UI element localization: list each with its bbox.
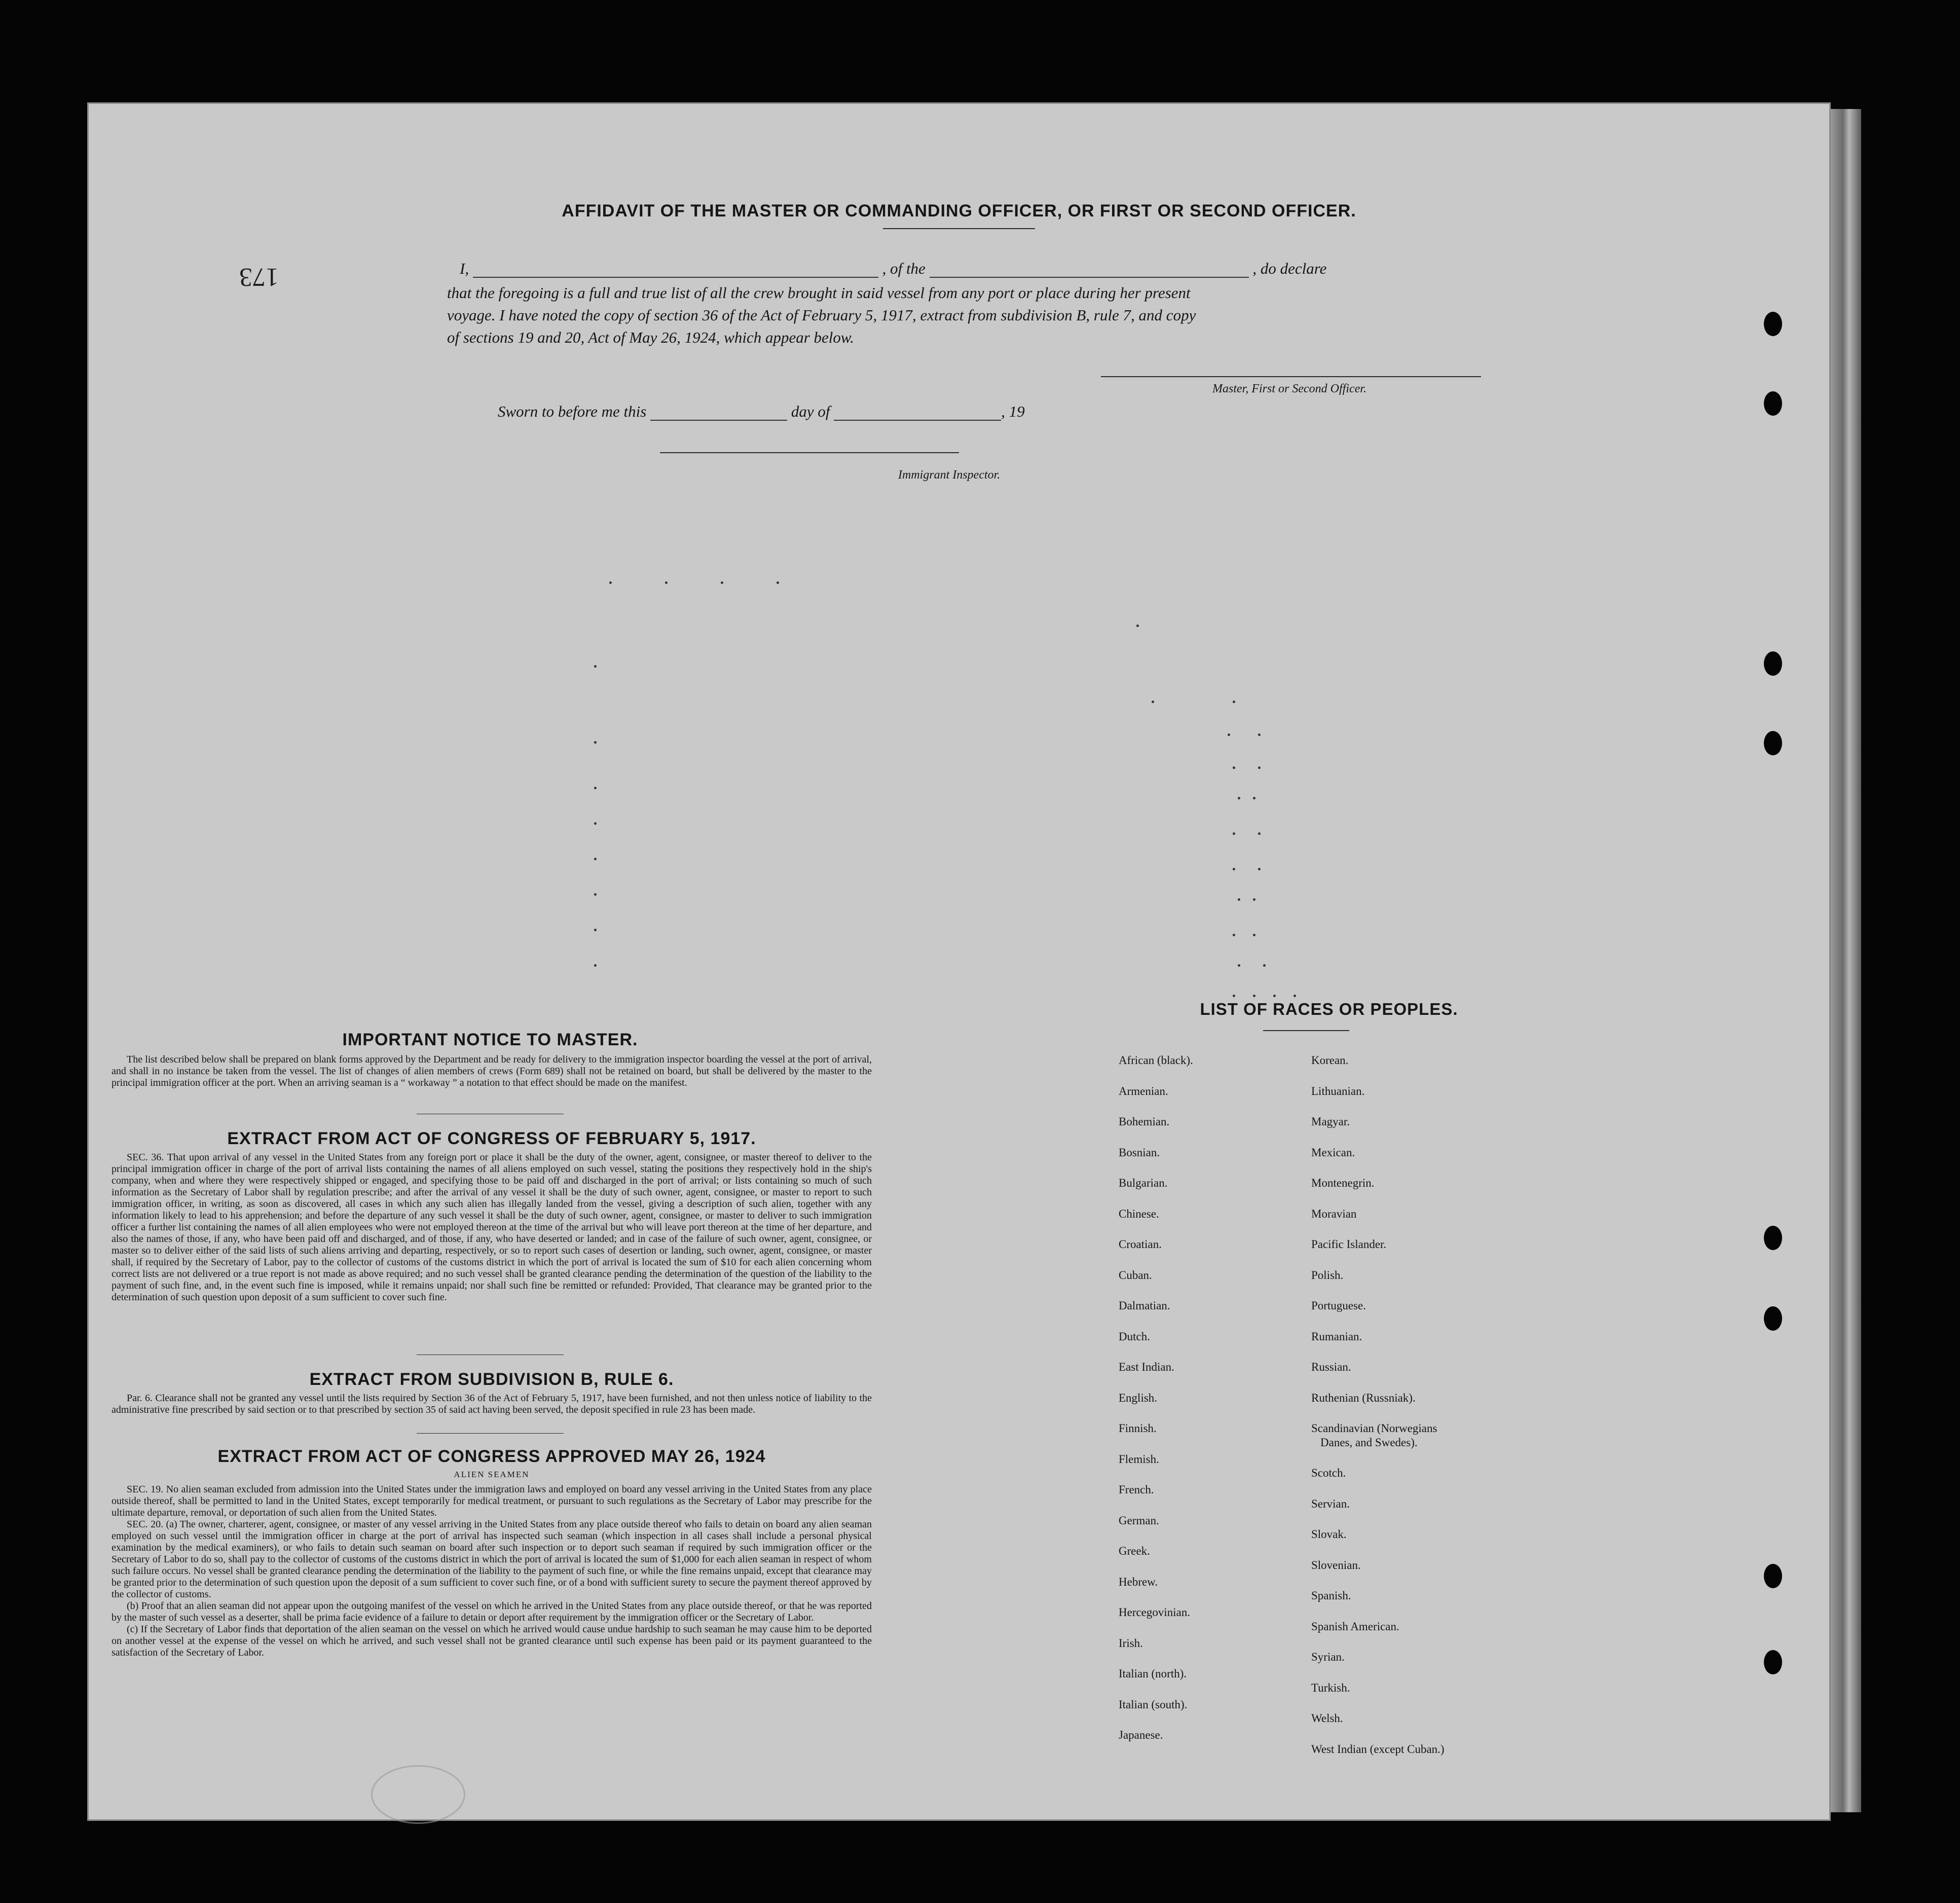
bleed-dot [776, 581, 779, 584]
bleed-dot [1233, 701, 1235, 703]
race-item: Rumanian. [1311, 1330, 1362, 1343]
affidavit-title: AFFIDAVIT OF THE MASTER OR COMMANDING OFFICER, OR FIRST OR SECOND OFFICER. [562, 201, 1356, 221]
race-item: Japanese. [1119, 1729, 1163, 1741]
extract-1924-body [112, 1484, 872, 1659]
bleed-dot [721, 581, 723, 584]
sworn-month-blank[interactable] [834, 420, 1001, 421]
binder-hole [1764, 1306, 1782, 1331]
bleed-dot [1258, 734, 1261, 736]
extract-rule6-title: EXTRACT FROM SUBDIVISION B, RULE 6. [309, 1370, 674, 1389]
race-item: Armenian. [1119, 1084, 1168, 1097]
bleed-dot [1136, 625, 1139, 627]
extract-1917-title: EXTRACT FROM ACT OF CONGRESS OF FEBRUARY 5, 1917. [227, 1129, 756, 1148]
bleed-dot [1238, 797, 1240, 799]
race-item: Bosnian. [1119, 1146, 1160, 1159]
bleed-dot [1258, 868, 1261, 870]
sworn-prefix: Sworn to before me this [498, 402, 647, 420]
race-item: Dalmatian. [1119, 1299, 1170, 1312]
bleed-dot [1253, 898, 1255, 901]
bleed-dot [594, 858, 597, 860]
bleed-dot [1233, 832, 1235, 835]
sworn-line [498, 402, 1025, 421]
bleed-dot [1293, 995, 1296, 997]
race-item: Dutch. [1119, 1330, 1150, 1343]
races-title: LIST OF RACES OR PEOPLES. [1200, 1000, 1458, 1018]
race-item: Magyar. [1311, 1115, 1350, 1128]
race-item: Danes, and Swedes). [1320, 1436, 1418, 1449]
race-item: Pacific Islander. [1311, 1238, 1387, 1251]
bleed-dot [1258, 766, 1261, 769]
race-item: Croatian. [1119, 1238, 1162, 1251]
race-item: Moravian [1311, 1207, 1357, 1220]
binder-hole [1764, 731, 1782, 755]
race-item: Welsh. [1311, 1712, 1343, 1725]
extract-rule6-rule [417, 1433, 564, 1434]
bleed-dot [594, 787, 597, 789]
page-number: 173 [239, 263, 279, 291]
race-item: English. [1119, 1391, 1158, 1404]
race-item: Bohemian. [1119, 1115, 1170, 1128]
race-item: Lithuanian. [1311, 1084, 1365, 1097]
binder-hole [1764, 312, 1782, 336]
binder-hole [1764, 1564, 1782, 1588]
bleed-dot [1228, 734, 1230, 736]
race-item: Hebrew. [1119, 1575, 1158, 1588]
race-item: Italian (north). [1119, 1667, 1187, 1680]
race-item: Slovak. [1311, 1528, 1347, 1541]
race-item: Spanish. [1311, 1589, 1351, 1602]
sworn-year-label: , 19 [1001, 402, 1025, 420]
binder-hole [1764, 651, 1782, 676]
extract-rule6-body [112, 1393, 872, 1416]
bleed-dot [609, 581, 612, 584]
bleed-dot [594, 929, 597, 931]
notice-text: The list described below shall be prepared on blank forms approved by the Department and be ready for delivery to the immigration inspector boarding the vessel at the port of arrival, and shall in no instance be taken from the vessel. The list of changes of alien members of crews (Form 689) shall not be retained on board, but shall be delivered by the master to the principal immigration officer at the port. When an arriving seaman is a “ workaway ” a notation to that effect should be made on the manifest. [112, 1054, 872, 1088]
race-item: Greek. [1119, 1545, 1150, 1557]
race-item: African (black). [1119, 1054, 1193, 1067]
bleed-dot [594, 893, 597, 896]
race-item: Korean. [1311, 1054, 1349, 1067]
race-item: Polish. [1311, 1268, 1344, 1282]
bleed-dot [594, 665, 597, 668]
signature-line[interactable] [1101, 376, 1481, 377]
bleed-dot [594, 822, 597, 825]
notice-body [112, 1054, 872, 1089]
race-item: German. [1119, 1514, 1159, 1527]
binder-hole [1764, 1650, 1782, 1674]
bleed-dot [1233, 766, 1235, 769]
affidavit-line-4: of sections 19 and 20, Act of May 26, 1924, which appear below. [447, 328, 855, 346]
bleed-dot [1233, 995, 1235, 997]
race-item: Scotch. [1311, 1467, 1346, 1479]
inspector-signature-line[interactable] [660, 452, 959, 453]
bleed-dot [1258, 832, 1261, 835]
bleed-dot [1263, 964, 1266, 967]
sworn-day-label: day of [791, 402, 830, 420]
extract-1917-body [112, 1152, 872, 1303]
title-rule [883, 228, 1035, 229]
extract-1924-sec20b: (b) Proof that an alien seaman did not appear upon the outgoing manifest of the vessel on which he arrived in the United States from any place outside thereof, or that he was reported by the master of such vessel as a deserter, shall be prima facie evidence of a failure to detain or deport after requirement by the immigration officer or the Secretary of Labor. [112, 1600, 872, 1623]
extract-1917-text: SEC. 36. That upon arrival of any vessel in the United States from any foreign port or place it shall be the duty of the owner, agent, consignee, or master thereof to deliver to the principal immigration officer in charge of the port of arrival lists containing the names of all aliens employed on such vessel, stating the positions they respectively hold in the ship's company, when and where they were respectively shipped or engaged, and specifying those to be paid off and discharged in the port of arrival; or lists containing so much of such information as the Secretary of Labor shall by regulation prescribe; and after the arrival of any vessel it shall be the duty of such owner, agent, consignee, or master to report to such immigration officer, in writing, as soon as discovered, all cases in which any such alien has illegally landed from the vessel, giving a description of such alien, together with any information likely to lead to his apprehension; and before the departure of any such vessel it shall be the duty of such owner, agent, consignee, or master to deliver to such immigration officer a further list containing the names of all alien employees who were not employed thereon at the time of the arrival but who will leave port thereon at the time of her departure, and also the names of those, if any, who have been paid off and discharged, and of those, if any, who have deserted or landed; and in case of the failure of such owner, agent, consignee, or master so to deliver either of the said lists of such aliens arriving and departing, respectively, or so to report such cases of desertion or landing, such owner, agent, consignee, or master shall, if required by the Secretary of Labor, pay to the collector of customs of the customs district in which the port of arrival is located the sum of $10 for each alien concerning whom correct lists are not delivered or a true report is not made as above required; and no such vessel shall be granted clearance pending the determination of the question of the liability to the payment of such fine, and, in the event such fine is imposed, while it remains unpaid; nor shall such fine be remitted or refunded: Provided, That clearance may be granted prior to the determination of such question upon deposit of a sum sufficient to cover such fine. [112, 1152, 872, 1303]
sworn-day-blank[interactable] [650, 420, 787, 421]
race-item: Servian. [1311, 1497, 1350, 1510]
race-item: Scandinavian (Norwegians [1311, 1422, 1437, 1435]
extract-1924-sec19: SEC. 19. No alien seaman excluded from admission into the United States under the immigration laws and employed on board any vessel arriving in the United States from any place outside thereof, shall be permitted to land in the United States, except temporarily for medical treatment, or pursuant to such regulations as the Secretary of Labor may prescribe for the ultimate departure, removal, or deportation of such alien from the United States. [112, 1484, 872, 1518]
extract-1924-subtitle: ALIEN SEAMEN [454, 1470, 530, 1479]
extract-rule6-text: Par. 6. Clearance shall not be granted any vessel until the lists required by Section 36 of the Act of February 5, 1917, have been furnished, and not then unless notice of liability to the administrative fine prescribed by said section or to that prescribed by section 35 of said act having been served, the deposit specified in rule 23 has been made. [112, 1393, 872, 1415]
signature-label: Master, First or Second Officer. [1212, 382, 1366, 395]
race-item: Irish. [1119, 1636, 1143, 1650]
race-item: Montenegrin. [1311, 1177, 1375, 1189]
vessel-blank[interactable] [930, 277, 1249, 278]
race-item: Russian. [1311, 1361, 1351, 1373]
race-item: Italian (south). [1119, 1698, 1188, 1711]
bleed-dot [1253, 797, 1255, 799]
race-item: Ruthenian (Russniak). [1311, 1391, 1416, 1404]
race-item: Flemish. [1119, 1452, 1159, 1466]
bleed-dot [594, 964, 597, 967]
race-item: French. [1119, 1483, 1154, 1496]
bleed-dot [1238, 964, 1240, 967]
affidavit-line-1 [460, 260, 1534, 278]
race-item: Spanish American. [1311, 1620, 1399, 1633]
name-blank[interactable] [473, 277, 878, 278]
bleed-dot [1273, 995, 1276, 997]
extract-1924-sec20a: SEC. 20. (a) The owner, charterer, agent, consignee, or master of any vessel arriving in the United States from any place outside thereof who fails to detain on board any alien seaman employed on such vessel until the immigration officer in charge at the port of arrival has inspected such seaman (which inspection in all cases shall include a personal physical examination by the medical examiners), or who fails to detain such seaman on board after such inspection or to deport such seaman if required by such immigration officer or the Secretary of Labor to do so, shall pay to the collector of customs of the customs district in which the port of arrival is located the sum of $1,000 for each alien seaman in respect of whom such failure occurs. No vessel shall be granted clearance pending the determination of the liability to the payment of such fine, or while the fine remains unpaid, except that clearance may be granted prior to the determination of such question upon the deposit of a sum sufficient to cover such fine, or of a bond with sufficient surety to secure the payment thereof approved by the collector of customs. [112, 1519, 872, 1600]
bleed-dot [1152, 701, 1154, 703]
bleed-dot [1233, 868, 1235, 870]
race-item: East Indian. [1119, 1361, 1174, 1373]
binder-hole [1764, 1226, 1782, 1250]
faded-stamp [371, 1765, 465, 1824]
race-item: Turkish. [1311, 1681, 1350, 1694]
affidavit-i: I, [460, 260, 469, 277]
race-item: Cuban. [1119, 1268, 1152, 1282]
bleed-dot [1233, 934, 1235, 936]
binder-hole [1764, 391, 1782, 416]
race-item: Slovenian. [1311, 1558, 1361, 1571]
race-item: Portuguese. [1311, 1299, 1366, 1312]
notice-title: IMPORTANT NOTICE TO MASTER. [342, 1030, 638, 1049]
race-item: West Indian (except Cuban.) [1311, 1742, 1445, 1755]
race-item: Bulgarian. [1119, 1177, 1168, 1189]
bleed-dot [1253, 934, 1255, 936]
document-page [87, 102, 1831, 1821]
race-item: Hercegovinian. [1119, 1606, 1191, 1619]
extract-1924-sec20c: (c) If the Secretary of Labor finds that deportation of the alien seaman on the vessel on which he arrived would cause undue hardship to such seaman he may cause him to be deported on another vessel at the expense of the vessel on which he arrived, and such vessel shall not be granted clearance until such expense has been paid or its payment guaranteed to the satisfaction of the Secretary of Labor. [112, 1624, 872, 1658]
race-item: Syrian. [1311, 1651, 1345, 1663]
bleed-dot [1238, 898, 1240, 901]
affidavit-line-3: voyage. I have noted the copy of section 36 of the Act of February 5, 1917, extract from subdivision B, rule 7, and copy [447, 306, 1196, 324]
races-rule [1263, 1030, 1349, 1031]
race-item: Finnish. [1119, 1422, 1157, 1435]
affidavit-declare: , do declare [1252, 260, 1327, 277]
race-item: Chinese. [1119, 1207, 1159, 1220]
page-stack-edge [1831, 109, 1861, 1812]
bleed-dot [665, 581, 668, 584]
race-item: Mexican. [1311, 1146, 1355, 1159]
affidavit-line-2: that the foregoing is a full and true list of all the crew brought in said vessel from any port or place during her present [447, 284, 1191, 302]
affidavit-of-the: , of the [882, 260, 926, 277]
extract-1924-title: EXTRACT FROM ACT OF CONGRESS APPROVED MAY 26, 1924 [217, 1447, 766, 1466]
bleed-dot [594, 741, 597, 744]
inspector-label: Immigrant Inspector. [898, 468, 1001, 482]
bleed-dot [1253, 995, 1255, 997]
